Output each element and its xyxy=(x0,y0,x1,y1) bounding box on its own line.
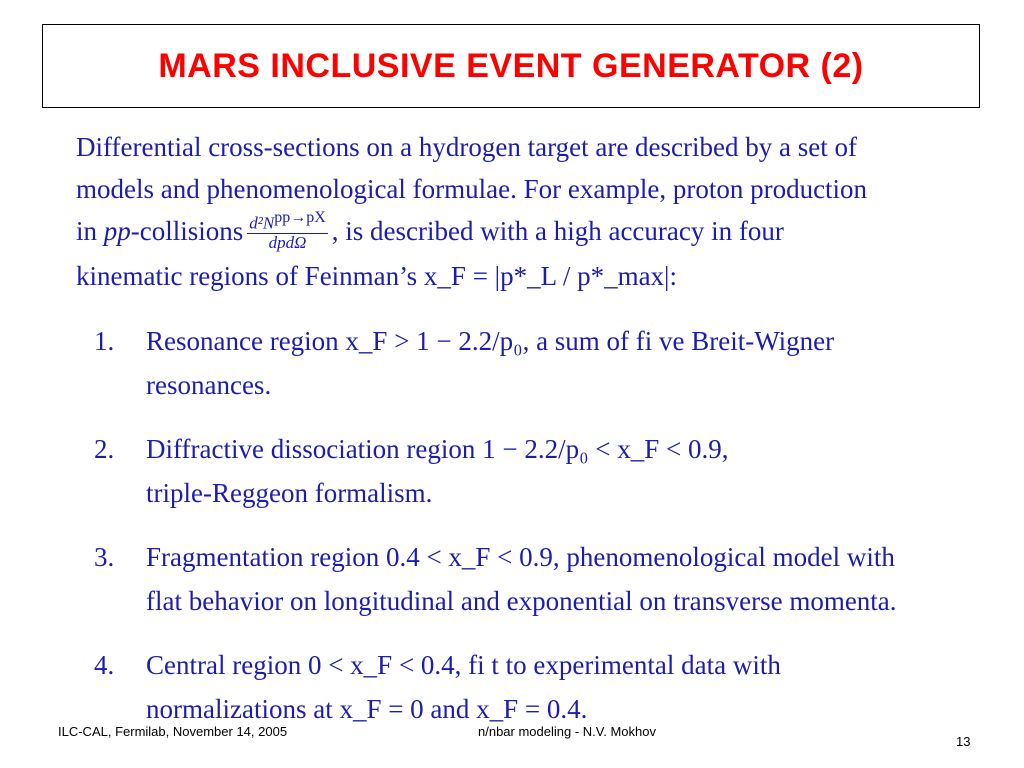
item-line: Fragmentation region 0.4 < x_F < 0.9, phenomenological model with xyxy=(146,542,895,573)
footer-event: ILC-CAL, Fermilab, November 14, 2005 xyxy=(58,724,288,739)
intro-line: Differential cross-sections on a hydrogen target are described by a set of xyxy=(76,132,857,162)
intro-text: in xyxy=(76,216,104,246)
item-line: flat behavior on longitudinal and exponential on transverse momenta. xyxy=(146,586,897,617)
item-body xyxy=(146,319,834,407)
item-number: 2. xyxy=(94,434,115,465)
intro-line xyxy=(76,210,966,255)
title-box xyxy=(42,24,980,108)
item-line: triple-Reggeon formalism. xyxy=(146,478,433,509)
cross-section-fraction xyxy=(247,209,328,252)
intro-text-italic: pp xyxy=(103,216,131,246)
intro-text: -collisions xyxy=(130,216,244,246)
item-line: Diffractive dissociation region 1 − 2.2/p₀ < x_F < 0.9, xyxy=(146,434,729,465)
footer-talk: n/nbar modeling - N.V. Mokhov xyxy=(478,724,657,739)
item-line: resonances. xyxy=(146,370,272,401)
numerator-text: d²N xyxy=(249,214,275,234)
intro-paragraph xyxy=(76,126,966,297)
list-item xyxy=(76,535,966,623)
item-line: Resonance region x_F > 1 − 2.2/p₀, a sum of fi ve Breit-Wigner xyxy=(146,326,835,357)
numerator-superscript: pp→pX xyxy=(274,209,326,227)
list-item xyxy=(76,319,966,407)
item-body xyxy=(146,427,729,515)
item-number: 4. xyxy=(94,650,115,681)
fraction-numerator xyxy=(247,209,328,234)
page-number: 13 xyxy=(956,734,971,749)
item-number: 3. xyxy=(94,542,115,573)
denominator-text: dpdΩ xyxy=(268,233,307,253)
regions-list xyxy=(76,319,966,731)
intro-line: kinematic regions of Feinman’s x_F = |p*_L / p*_max|: xyxy=(76,261,677,292)
intro-line: models and phenomenological formulae. For example, proton production xyxy=(76,174,868,204)
slide-title: MARS INCLUSIVE EVENT GENERATOR (2) xyxy=(158,46,864,85)
item-line: normalizations at x_F = 0 and x_F = 0.4. xyxy=(146,694,588,725)
item-body xyxy=(146,643,781,731)
list-item xyxy=(76,643,966,731)
item-body xyxy=(146,535,897,623)
item-line: Central region 0 < x_F < 0.4, fi t to experimental data with xyxy=(146,650,781,681)
fraction-denominator xyxy=(247,234,328,252)
list-item xyxy=(76,427,966,515)
slide-content xyxy=(76,126,966,751)
item-number: 1. xyxy=(94,326,115,357)
intro-text: , is described with a high accuracy in four xyxy=(331,216,784,246)
